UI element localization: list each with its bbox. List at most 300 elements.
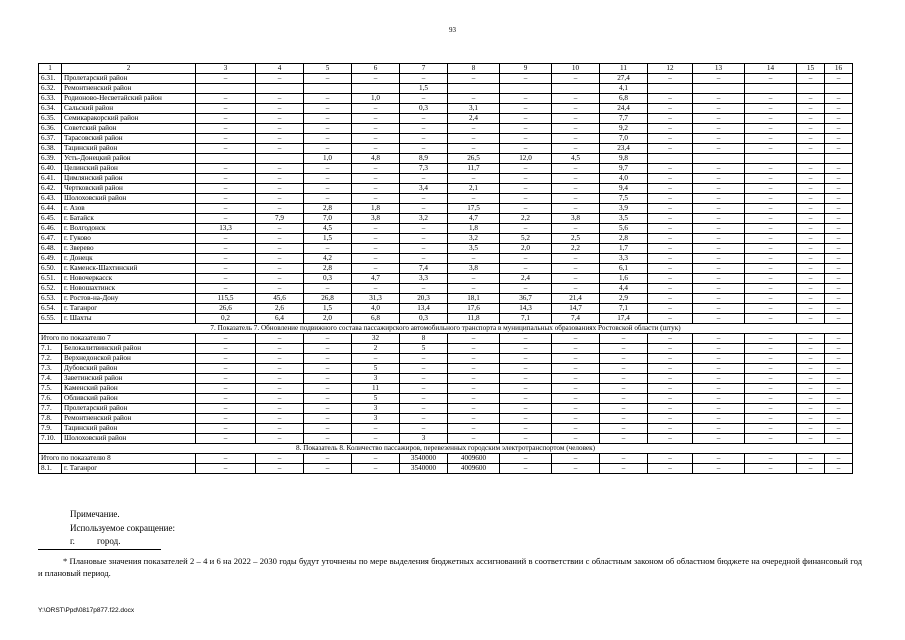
table-cell: – [500, 104, 552, 114]
table-cell: – [304, 244, 352, 254]
table-cell: 8,9 [400, 154, 448, 164]
row-number: 6.49. [39, 254, 62, 264]
municipality-name: Заветинский район [62, 374, 196, 384]
table-cell [797, 154, 825, 164]
table-cell: 2,8 [600, 234, 648, 244]
table-row [39, 144, 853, 154]
table-cell: – [745, 394, 797, 404]
column-header: 6 [352, 64, 400, 74]
table-cell: 2,4 [500, 274, 552, 284]
table-cell: – [797, 104, 825, 114]
table-cell: – [500, 224, 552, 234]
table-cell: – [797, 294, 825, 304]
table-cell: – [745, 284, 797, 294]
table-cell: – [693, 384, 745, 394]
table-cell: – [196, 334, 256, 344]
table-cell: – [825, 94, 853, 104]
row-number: 6.54. [39, 304, 62, 314]
table-cell: – [196, 414, 256, 424]
table-cell: 1,8 [448, 224, 500, 234]
table-row [39, 314, 853, 324]
table-cell: 2,0 [500, 244, 552, 254]
table-cell [648, 154, 693, 164]
table-cell: 7,7 [600, 114, 648, 124]
table-cell: – [256, 354, 304, 364]
table-cell: – [256, 114, 304, 124]
row-number: 7.9. [39, 424, 62, 434]
table-cell: – [352, 124, 400, 134]
table-cell: – [745, 124, 797, 134]
table-cell: – [500, 114, 552, 124]
table-cell: – [304, 344, 352, 354]
table-cell: 4,0 [352, 304, 400, 314]
table-cell: – [552, 424, 600, 434]
column-header: 1 [39, 64, 62, 74]
table-cell: 7,0 [304, 214, 352, 224]
table-cell: – [400, 204, 448, 214]
table-cell: – [797, 254, 825, 264]
table-cell: – [352, 244, 400, 254]
table-cell: 7,1 [600, 304, 648, 314]
table-cell: – [400, 224, 448, 234]
table-cell: – [400, 354, 448, 364]
table-cell: – [825, 334, 853, 344]
table-row [39, 214, 853, 224]
municipality-name: Ремонтненский район [62, 414, 196, 424]
table-cell: – [648, 274, 693, 284]
table-cell: 7,0 [600, 134, 648, 144]
table-row [39, 434, 853, 444]
municipality-name: Белокалитвинский район [62, 344, 196, 354]
table-cell: 3,5 [600, 214, 648, 224]
table-row [39, 284, 853, 294]
table-cell: – [196, 364, 256, 374]
table-cell: – [825, 434, 853, 444]
table-cell: – [797, 384, 825, 394]
municipality-name: г. Таганрог [62, 464, 196, 474]
table-cell: – [825, 314, 853, 324]
municipality-name: Цимлянский район [62, 174, 196, 184]
table-cell: – [256, 394, 304, 404]
table-cell: 5 [352, 394, 400, 404]
table-cell: – [825, 174, 853, 184]
total-label: Итого по показателю 8 [39, 454, 196, 464]
table-row [39, 384, 853, 394]
table-cell: – [500, 264, 552, 274]
table-cell: – [600, 344, 648, 354]
table-cell: – [196, 434, 256, 444]
table-cell: 4,7 [352, 274, 400, 284]
table-cell: – [196, 214, 256, 224]
municipality-name: г. Батайск [62, 214, 196, 224]
table-cell: – [745, 234, 797, 244]
section-heading: 8. Показатель 8. Количество пассажиров, перевезенных городским электротранспортом (человек) [39, 444, 853, 454]
municipality-name: Обливский район [62, 394, 196, 404]
table-cell: – [400, 364, 448, 374]
table-cell: – [552, 194, 600, 204]
column-header: 11 [600, 64, 648, 74]
table-cell: – [797, 234, 825, 244]
table-cell: – [648, 294, 693, 304]
table-cell: – [448, 374, 500, 384]
table-cell: – [693, 434, 745, 444]
table-cell [196, 84, 256, 94]
table-cell: – [648, 354, 693, 364]
table-cell: 6,4 [256, 314, 304, 324]
table-cell: 23,4 [600, 144, 648, 154]
row-number: 7.8. [39, 414, 62, 424]
table-cell: – [500, 184, 552, 194]
table-cell: 6,8 [352, 314, 400, 324]
table-cell: 4009600 [448, 464, 500, 474]
abbreviation-definition: город. [96, 536, 121, 546]
table-cell: – [500, 94, 552, 104]
table-cell: – [825, 164, 853, 174]
table-cell: – [552, 224, 600, 234]
table-cell: – [256, 94, 304, 104]
abbreviation-term: г. [70, 536, 75, 546]
table-cell: – [648, 384, 693, 394]
table-row [39, 94, 853, 104]
municipality-name: г. Ростов-на-Дону [62, 294, 196, 304]
table-cell: – [797, 464, 825, 474]
table-row [39, 464, 853, 474]
table-cell: – [693, 234, 745, 244]
table-cell: – [256, 334, 304, 344]
table-cell: – [648, 74, 693, 84]
table-cell: 26,5 [448, 154, 500, 164]
table-cell: – [797, 394, 825, 404]
table-row [39, 174, 853, 184]
row-number: 6.45. [39, 214, 62, 224]
column-header: 3 [196, 64, 256, 74]
table-header-row [39, 64, 853, 74]
table-cell: – [256, 414, 304, 424]
table-cell: – [797, 434, 825, 444]
table-cell: – [448, 74, 500, 84]
table-cell: – [500, 334, 552, 344]
table-row [39, 274, 853, 284]
table-cell: – [797, 314, 825, 324]
table-cell: – [196, 344, 256, 354]
table-cell: – [196, 234, 256, 244]
table-cell: 1,5 [400, 84, 448, 94]
table-cell: – [693, 184, 745, 194]
table-cell: – [196, 94, 256, 104]
table-cell: – [196, 164, 256, 174]
table-cell: – [196, 184, 256, 194]
row-number: 7.4. [39, 374, 62, 384]
table-cell: – [256, 104, 304, 114]
table-cell: – [196, 284, 256, 294]
table-cell: – [256, 244, 304, 254]
table-cell: 0,2 [196, 314, 256, 324]
table-cell: – [352, 164, 400, 174]
table-cell: 3540000 [400, 454, 448, 464]
table-cell: – [352, 454, 400, 464]
table-cell: – [400, 124, 448, 134]
table-cell: – [352, 114, 400, 124]
table-cell: – [552, 414, 600, 424]
table-cell [352, 84, 400, 94]
table-cell: 3,4 [400, 184, 448, 194]
table-cell: – [448, 344, 500, 354]
footnote-separator [38, 549, 161, 550]
table-cell: – [552, 464, 600, 474]
row-number: 7.5. [39, 384, 62, 394]
table-cell: – [256, 254, 304, 264]
table-cell [448, 84, 500, 94]
table-cell: – [256, 204, 304, 214]
municipality-name: Дубовский район [62, 364, 196, 374]
table-cell: 13,3 [196, 224, 256, 234]
table-cell: – [600, 434, 648, 444]
table-cell: – [552, 384, 600, 394]
municipality-name: Тацинский район [62, 144, 196, 154]
table-cell: – [256, 144, 304, 154]
table-cell: – [825, 344, 853, 354]
table-cell: – [600, 394, 648, 404]
table-cell: 2,0 [304, 314, 352, 324]
table-cell: 5 [352, 364, 400, 374]
table-cell: – [600, 354, 648, 364]
table-cell: – [448, 254, 500, 264]
row-number: 6.32. [39, 84, 62, 94]
table-cell: 0,3 [400, 104, 448, 114]
table-cell: – [256, 164, 304, 174]
table-row [39, 204, 853, 214]
table-cell: – [825, 104, 853, 114]
table-cell: – [256, 264, 304, 274]
table-cell: 4,1 [600, 84, 648, 94]
column-header: 15 [797, 64, 825, 74]
table-cell: – [196, 104, 256, 114]
table-cell: – [196, 274, 256, 284]
table-cell: – [304, 174, 352, 184]
table-cell: – [352, 104, 400, 114]
notes-title: Примечание. [70, 509, 120, 519]
table-cell: 3,3 [600, 254, 648, 264]
table-cell: – [825, 234, 853, 244]
total-row [39, 454, 853, 464]
table-cell: – [693, 394, 745, 404]
table-cell: – [500, 354, 552, 364]
table-cell: 1,0 [352, 94, 400, 104]
table-cell: 4,8 [352, 154, 400, 164]
table-cell: – [304, 374, 352, 384]
table-cell: – [304, 424, 352, 434]
table-cell: – [745, 434, 797, 444]
table-cell: – [797, 124, 825, 134]
table-cell: 3,2 [400, 214, 448, 224]
table-cell: 1,5 [304, 304, 352, 314]
column-header: 5 [304, 64, 352, 74]
table-cell: – [648, 434, 693, 444]
table-cell: – [600, 384, 648, 394]
table-cell: 14,3 [500, 304, 552, 314]
column-header: 10 [552, 64, 600, 74]
table-cell: – [400, 74, 448, 84]
table-cell: – [745, 374, 797, 384]
table-row [39, 124, 853, 134]
table-cell: 12,0 [500, 154, 552, 164]
table-cell: – [693, 364, 745, 374]
row-number: 7.2. [39, 354, 62, 364]
table-cell: 6,1 [600, 264, 648, 274]
table-cell: – [745, 314, 797, 324]
table-cell: – [500, 374, 552, 384]
table-cell: – [256, 274, 304, 284]
table-cell: – [648, 124, 693, 134]
table-cell: – [745, 364, 797, 374]
row-number: 6.47. [39, 234, 62, 244]
table-cell: 0,3 [304, 274, 352, 284]
table-cell: – [693, 74, 745, 84]
table-cell: – [693, 144, 745, 154]
table-cell: – [693, 454, 745, 464]
column-header: 14 [745, 64, 797, 74]
table-cell: – [745, 264, 797, 274]
table-cell: 2,9 [600, 294, 648, 304]
table-cell: – [448, 394, 500, 404]
column-header: 8 [448, 64, 500, 74]
table-cell: – [745, 174, 797, 184]
municipality-name: г. Каменск-Шахтинский [62, 264, 196, 274]
table-cell: – [825, 414, 853, 424]
table-cell: – [745, 464, 797, 474]
table-cell: – [600, 464, 648, 474]
table-cell: – [745, 224, 797, 234]
table-cell: – [693, 464, 745, 474]
row-number: 6.33. [39, 94, 62, 104]
municipality-name: г. Волгодонск [62, 224, 196, 234]
table-cell: – [552, 334, 600, 344]
table-cell: – [196, 404, 256, 414]
table-cell: 9,4 [600, 184, 648, 194]
table-cell: – [693, 134, 745, 144]
table-cell: – [256, 224, 304, 234]
table-cell: – [552, 124, 600, 134]
table-cell: 2,8 [304, 264, 352, 274]
table-cell: 9,8 [600, 154, 648, 164]
table-cell: – [825, 144, 853, 154]
table-cell: – [196, 354, 256, 364]
table-cell: 17,5 [448, 204, 500, 214]
table-cell: – [797, 424, 825, 434]
table-cell: 3,3 [400, 274, 448, 284]
table-cell: – [693, 314, 745, 324]
table-cell: 3,8 [552, 214, 600, 224]
table-cell: – [352, 284, 400, 294]
table-row [39, 354, 853, 364]
table-cell: – [304, 124, 352, 134]
table-cell: – [648, 404, 693, 414]
table-cell: 3 [352, 374, 400, 384]
table-row [39, 74, 853, 84]
table-cell: – [797, 354, 825, 364]
table-cell [500, 84, 552, 94]
table-cell [745, 84, 797, 94]
table-cell: – [448, 354, 500, 364]
table-cell: – [256, 464, 304, 474]
table-cell: – [500, 464, 552, 474]
table-cell: 2,6 [256, 304, 304, 314]
table-row [39, 184, 853, 194]
table-cell: – [400, 404, 448, 414]
table-cell: – [825, 204, 853, 214]
table-cell: – [552, 264, 600, 274]
table-cell: 7,9 [256, 214, 304, 224]
table-cell: – [500, 424, 552, 434]
table-cell: – [648, 94, 693, 104]
table-cell: – [745, 294, 797, 304]
table-cell: – [552, 74, 600, 84]
table-cell: – [400, 414, 448, 424]
municipality-name: Верхнедонской район [62, 354, 196, 364]
table-cell: – [256, 284, 304, 294]
table-cell: – [825, 134, 853, 144]
table-cell: – [304, 354, 352, 364]
row-number: 6.43. [39, 194, 62, 204]
municipality-name: г. Донецк [62, 254, 196, 264]
table-cell: – [500, 254, 552, 264]
table-cell: – [745, 104, 797, 114]
table-cell: – [745, 254, 797, 264]
table-cell: 7,4 [552, 314, 600, 324]
table-cell: – [196, 374, 256, 384]
table-cell: 3 [352, 414, 400, 424]
municipality-name: Пролетарский район [62, 74, 196, 84]
row-number: 6.40. [39, 164, 62, 174]
table-cell: – [448, 334, 500, 344]
table-cell: – [825, 124, 853, 134]
table-cell: – [500, 134, 552, 144]
table-cell: – [448, 384, 500, 394]
table-cell [693, 84, 745, 94]
table-cell: – [745, 184, 797, 194]
table-cell: – [825, 254, 853, 264]
table-cell: – [400, 254, 448, 264]
municipality-name: г. Новошахтинск [62, 284, 196, 294]
table-cell: – [825, 464, 853, 474]
table-cell: – [256, 134, 304, 144]
table-cell: 11,8 [448, 314, 500, 324]
table-row [39, 294, 853, 304]
table-cell: – [600, 454, 648, 464]
table-cell [825, 84, 853, 94]
table-cell: – [648, 464, 693, 474]
table-cell: – [448, 174, 500, 184]
table-cell: – [256, 344, 304, 354]
municipality-name: Родионово-Несветайский район [62, 94, 196, 104]
column-header: 7 [400, 64, 448, 74]
row-number: 6.35. [39, 114, 62, 124]
section-heading: 7. Показатель 7. Обновление подвижного состава пассажирского автомобильного транспорта в муниципальных образованиях Ростовской области (штук) [39, 324, 853, 334]
table-cell: – [552, 164, 600, 174]
table-cell: – [825, 74, 853, 84]
table-cell: – [304, 454, 352, 464]
row-number: 6.50. [39, 264, 62, 274]
table-cell: 4,2 [304, 254, 352, 264]
table-cell: 6,8 [600, 94, 648, 104]
table-cell: – [256, 184, 304, 194]
table-cell: – [648, 184, 693, 194]
section-heading-row [39, 444, 853, 454]
table-cell: – [745, 454, 797, 464]
table-cell: – [448, 434, 500, 444]
table-cell: – [400, 384, 448, 394]
table-cell: 27,4 [600, 74, 648, 84]
